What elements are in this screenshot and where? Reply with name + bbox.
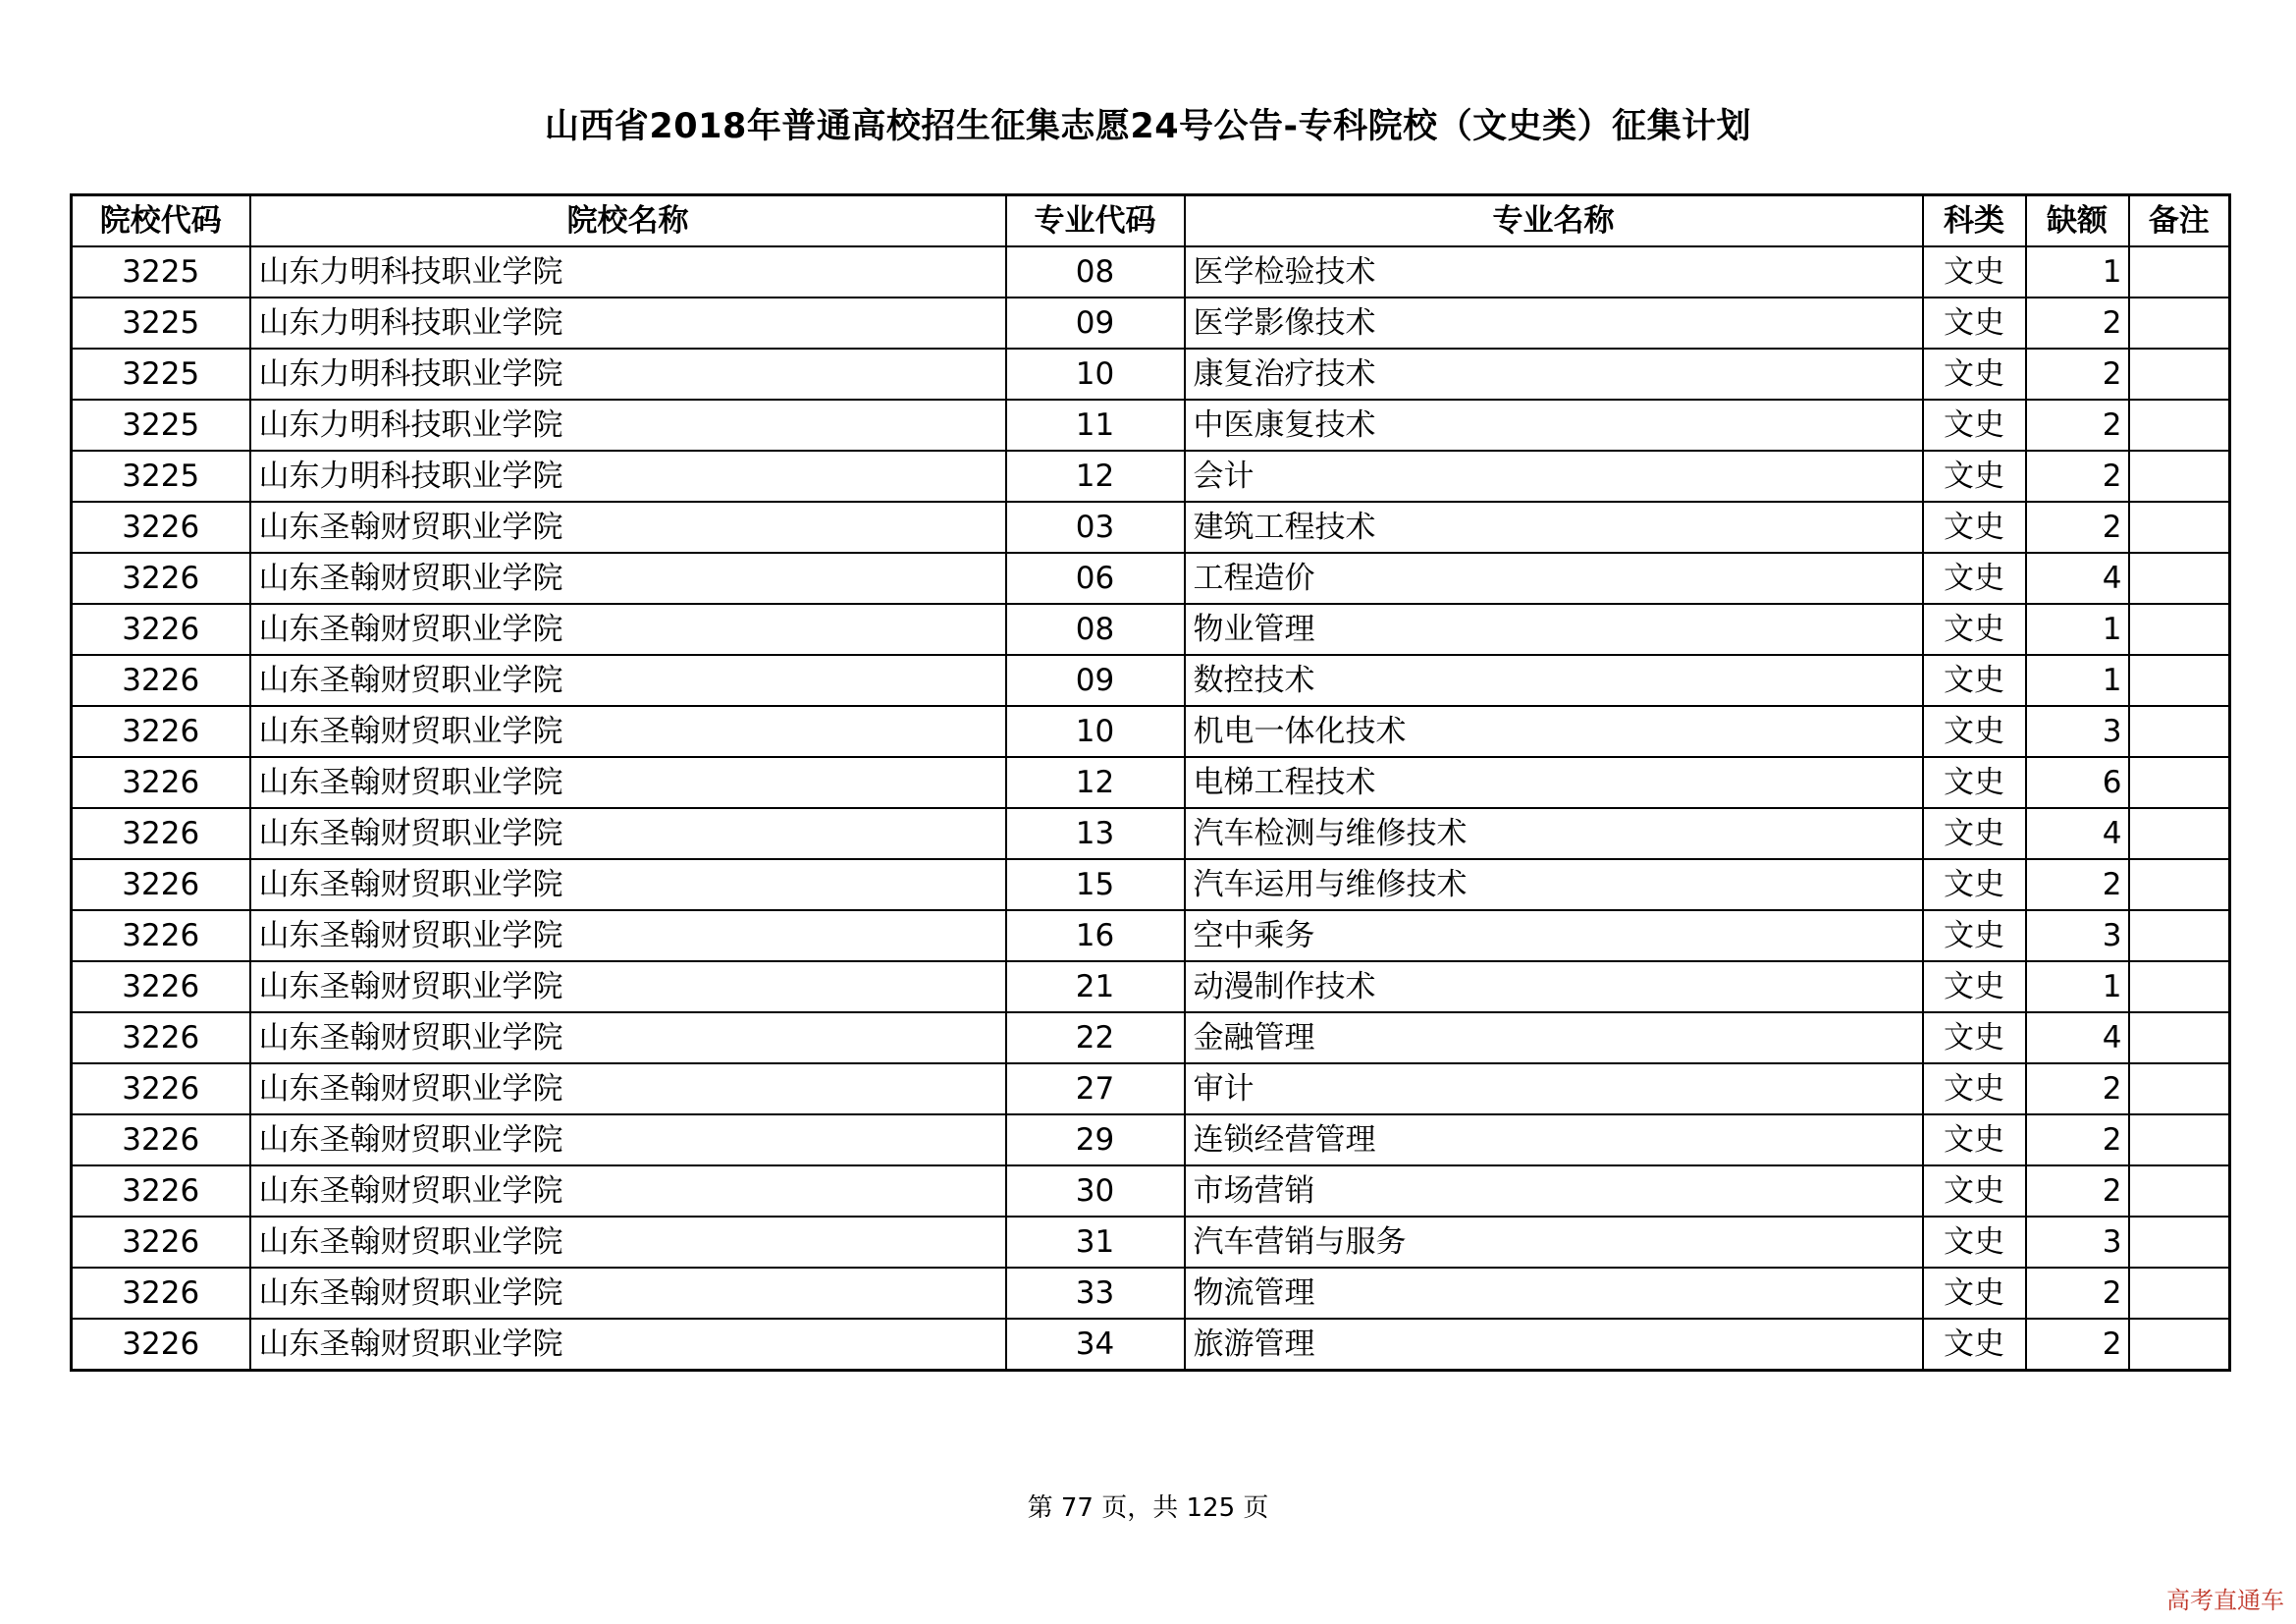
cell-school-name: 山东圣翰财贸职业学院: [250, 502, 1006, 553]
cell-major-name: 汽车检测与维修技术: [1185, 808, 1923, 859]
cell-school-code: 3226: [72, 553, 250, 604]
document-title: 山西省2018年普通高校招生征集志愿24号公告-专科院校（文史类）征集计划: [544, 107, 1752, 146]
cell-major-name: 金融管理: [1185, 1012, 1923, 1063]
cell-major-code: 15: [1006, 859, 1185, 910]
table-body: [72, 246, 2230, 1371]
cell-category: 文史: [1923, 1217, 2026, 1268]
cell-school-name: 山东圣翰财贸职业学院: [250, 757, 1006, 808]
cell-major-code: 13: [1006, 808, 1185, 859]
cell-quota: 1: [2026, 961, 2129, 1012]
table-row: [72, 757, 2230, 808]
table-row: [72, 1319, 2230, 1371]
cell-major-code: 10: [1006, 706, 1185, 757]
table-row: [72, 808, 2230, 859]
cell-quota: 2: [2026, 1114, 2129, 1165]
cell-school-code: 3225: [72, 349, 250, 400]
cell-quota: 1: [2026, 655, 2129, 706]
cell-school-code: 3226: [72, 1114, 250, 1165]
cell-major-name: 医学检验技术: [1185, 246, 1923, 298]
cell-school-code: 3226: [72, 859, 250, 910]
admission-plan-table-wrapper: [70, 193, 2231, 1372]
cell-major-code: 27: [1006, 1063, 1185, 1114]
cell-major-code: 08: [1006, 604, 1185, 655]
cell-note: [2129, 298, 2230, 349]
cell-note: [2129, 400, 2230, 451]
header-category: 科类: [1923, 195, 2026, 247]
cell-school-name: 山东力明科技职业学院: [250, 298, 1006, 349]
cell-category: 文史: [1923, 553, 2026, 604]
cell-school-code: 3226: [72, 1217, 250, 1268]
cell-major-code: 22: [1006, 1012, 1185, 1063]
cell-major-name: 会计: [1185, 451, 1923, 502]
cell-major-code: 09: [1006, 655, 1185, 706]
cell-major-name: 康复治疗技术: [1185, 349, 1923, 400]
cell-school-code: 3226: [72, 1063, 250, 1114]
cell-school-code: 3226: [72, 757, 250, 808]
cell-school-code: 3226: [72, 910, 250, 961]
cell-category: 文史: [1923, 502, 2026, 553]
table-row: [72, 706, 2230, 757]
cell-major-name: 市场营销: [1185, 1165, 1923, 1217]
cell-category: 文史: [1923, 859, 2026, 910]
table-row: [72, 859, 2230, 910]
cell-note: [2129, 604, 2230, 655]
cell-note: [2129, 502, 2230, 553]
cell-category: 文史: [1923, 349, 2026, 400]
cell-major-name: 空中乘务: [1185, 910, 1923, 961]
cell-note: [2129, 859, 2230, 910]
cell-note: [2129, 1319, 2230, 1371]
table-row: [72, 1217, 2230, 1268]
cell-note: [2129, 757, 2230, 808]
cell-school-code: 3226: [72, 1319, 250, 1371]
cell-major-code: 33: [1006, 1268, 1185, 1319]
cell-quota: 6: [2026, 757, 2129, 808]
cell-school-name: 山东力明科技职业学院: [250, 349, 1006, 400]
cell-category: 文史: [1923, 706, 2026, 757]
cell-school-code: 3226: [72, 808, 250, 859]
cell-category: 文史: [1923, 451, 2026, 502]
cell-note: [2129, 706, 2230, 757]
table-row: [72, 910, 2230, 961]
cell-major-code: 08: [1006, 246, 1185, 298]
cell-major-code: 06: [1006, 553, 1185, 604]
cell-note: [2129, 961, 2230, 1012]
cell-major-code: 03: [1006, 502, 1185, 553]
header-major-name: 专业名称: [1185, 195, 1923, 247]
table-row: [72, 1114, 2230, 1165]
table-row: [72, 400, 2230, 451]
cell-note: [2129, 1268, 2230, 1319]
cell-note: [2129, 451, 2230, 502]
cell-note: [2129, 910, 2230, 961]
cell-major-code: 21: [1006, 961, 1185, 1012]
cell-quota: 2: [2026, 451, 2129, 502]
cell-quota: 3: [2026, 1217, 2129, 1268]
cell-school-name: 山东圣翰财贸职业学院: [250, 1165, 1006, 1217]
header-school-name: 院校名称: [250, 195, 1006, 247]
cell-major-name: 审计: [1185, 1063, 1923, 1114]
table-row: [72, 655, 2230, 706]
cell-school-name: 山东圣翰财贸职业学院: [250, 604, 1006, 655]
cell-major-name: 动漫制作技术: [1185, 961, 1923, 1012]
cell-major-name: 旅游管理: [1185, 1319, 1923, 1371]
cell-category: 文史: [1923, 910, 2026, 961]
admission-plan-table: [70, 193, 2231, 1372]
cell-school-code: 3225: [72, 451, 250, 502]
header-major-code: 专业代码: [1006, 195, 1185, 247]
cell-school-code: 3226: [72, 706, 250, 757]
cell-major-name: 物业管理: [1185, 604, 1923, 655]
table-header-row: [72, 195, 2230, 247]
cell-school-code: 3226: [72, 1012, 250, 1063]
cell-category: 文史: [1923, 1063, 2026, 1114]
cell-major-name: 电梯工程技术: [1185, 757, 1923, 808]
cell-quota: 3: [2026, 910, 2129, 961]
cell-school-name: 山东圣翰财贸职业学院: [250, 1319, 1006, 1371]
cell-note: [2129, 1063, 2230, 1114]
cell-school-code: 3226: [72, 961, 250, 1012]
cell-school-name: 山东圣翰财贸职业学院: [250, 1268, 1006, 1319]
cell-note: [2129, 246, 2230, 298]
page-number-footer: 第 77 页，共 125 页: [1027, 1493, 1269, 1523]
cell-school-name: 山东圣翰财贸职业学院: [250, 553, 1006, 604]
table-row: [72, 961, 2230, 1012]
cell-major-name: 物流管理: [1185, 1268, 1923, 1319]
cell-major-name: 医学影像技术: [1185, 298, 1923, 349]
cell-category: 文史: [1923, 1268, 2026, 1319]
table-row: [72, 1063, 2230, 1114]
cell-quota: 2: [2026, 1319, 2129, 1371]
cell-category: 文史: [1923, 246, 2026, 298]
cell-note: [2129, 1165, 2230, 1217]
table-row: [72, 502, 2230, 553]
cell-school-name: 山东圣翰财贸职业学院: [250, 1217, 1006, 1268]
cell-school-name: 山东圣翰财贸职业学院: [250, 808, 1006, 859]
cell-quota: 3: [2026, 706, 2129, 757]
cell-major-code: 31: [1006, 1217, 1185, 1268]
header-note: 备注: [2129, 195, 2230, 247]
cell-school-name: 山东圣翰财贸职业学院: [250, 1114, 1006, 1165]
cell-quota: 1: [2026, 246, 2129, 298]
table-row: [72, 298, 2230, 349]
table-row: [72, 349, 2230, 400]
cell-quota: 2: [2026, 502, 2129, 553]
cell-major-name: 工程造价: [1185, 553, 1923, 604]
cell-school-name: 山东圣翰财贸职业学院: [250, 1012, 1006, 1063]
cell-quota: 2: [2026, 349, 2129, 400]
cell-school-name: 山东圣翰财贸职业学院: [250, 910, 1006, 961]
header-quota: 缺额: [2026, 195, 2129, 247]
cell-category: 文史: [1923, 400, 2026, 451]
cell-major-code: 09: [1006, 298, 1185, 349]
cell-major-name: 中医康复技术: [1185, 400, 1923, 451]
table-row: [72, 451, 2230, 502]
cell-major-name: 建筑工程技术: [1185, 502, 1923, 553]
cell-school-code: 3225: [72, 298, 250, 349]
cell-quota: 2: [2026, 1063, 2129, 1114]
cell-school-name: 山东圣翰财贸职业学院: [250, 961, 1006, 1012]
table-row: [72, 1268, 2230, 1319]
cell-major-code: 10: [1006, 349, 1185, 400]
cell-category: 文史: [1923, 961, 2026, 1012]
cell-school-name: 山东力明科技职业学院: [250, 400, 1006, 451]
cell-school-code: 3226: [72, 1268, 250, 1319]
cell-school-name: 山东圣翰财贸职业学院: [250, 859, 1006, 910]
cell-category: 文史: [1923, 1012, 2026, 1063]
cell-quota: 4: [2026, 1012, 2129, 1063]
cell-school-code: 3225: [72, 400, 250, 451]
header-school-code: 院校代码: [72, 195, 250, 247]
cell-school-name: 山东圣翰财贸职业学院: [250, 655, 1006, 706]
cell-category: 文史: [1923, 757, 2026, 808]
cell-school-code: 3226: [72, 655, 250, 706]
cell-category: 文史: [1923, 1165, 2026, 1217]
table-row: [72, 1012, 2230, 1063]
cell-school-name: 山东力明科技职业学院: [250, 246, 1006, 298]
cell-major-code: 11: [1006, 400, 1185, 451]
watermark-text: 高考直通车: [2166, 1587, 2284, 1614]
cell-major-code: 12: [1006, 451, 1185, 502]
cell-school-code: 3226: [72, 1165, 250, 1217]
cell-category: 文史: [1923, 655, 2026, 706]
cell-quota: 2: [2026, 298, 2129, 349]
cell-category: 文史: [1923, 298, 2026, 349]
cell-major-name: 数控技术: [1185, 655, 1923, 706]
cell-note: [2129, 1217, 2230, 1268]
cell-quota: 2: [2026, 859, 2129, 910]
table-row: [72, 246, 2230, 298]
table-row: [72, 553, 2230, 604]
table-row: [72, 604, 2230, 655]
cell-school-code: 3226: [72, 604, 250, 655]
cell-school-code: 3226: [72, 502, 250, 553]
cell-category: 文史: [1923, 808, 2026, 859]
cell-major-name: 汽车运用与维修技术: [1185, 859, 1923, 910]
cell-quota: 2: [2026, 1268, 2129, 1319]
cell-major-name: 机电一体化技术: [1185, 706, 1923, 757]
cell-school-code: 3225: [72, 246, 250, 298]
cell-category: 文史: [1923, 604, 2026, 655]
cell-note: [2129, 655, 2230, 706]
cell-quota: 2: [2026, 400, 2129, 451]
cell-major-name: 汽车营销与服务: [1185, 1217, 1923, 1268]
cell-school-name: 山东圣翰财贸职业学院: [250, 1063, 1006, 1114]
cell-note: [2129, 349, 2230, 400]
cell-quota: 2: [2026, 1165, 2129, 1217]
cell-major-name: 连锁经营管理: [1185, 1114, 1923, 1165]
table-header: [72, 195, 2230, 247]
cell-major-code: 34: [1006, 1319, 1185, 1371]
cell-major-code: 16: [1006, 910, 1185, 961]
cell-note: [2129, 808, 2230, 859]
cell-category: 文史: [1923, 1319, 2026, 1371]
cell-note: [2129, 1012, 2230, 1063]
cell-school-name: 山东圣翰财贸职业学院: [250, 706, 1006, 757]
cell-quota: 4: [2026, 553, 2129, 604]
table-row: [72, 1165, 2230, 1217]
cell-note: [2129, 553, 2230, 604]
cell-major-code: 12: [1006, 757, 1185, 808]
cell-quota: 4: [2026, 808, 2129, 859]
cell-quota: 1: [2026, 604, 2129, 655]
cell-category: 文史: [1923, 1114, 2026, 1165]
cell-major-code: 30: [1006, 1165, 1185, 1217]
cell-school-name: 山东力明科技职业学院: [250, 451, 1006, 502]
cell-major-code: 29: [1006, 1114, 1185, 1165]
cell-note: [2129, 1114, 2230, 1165]
